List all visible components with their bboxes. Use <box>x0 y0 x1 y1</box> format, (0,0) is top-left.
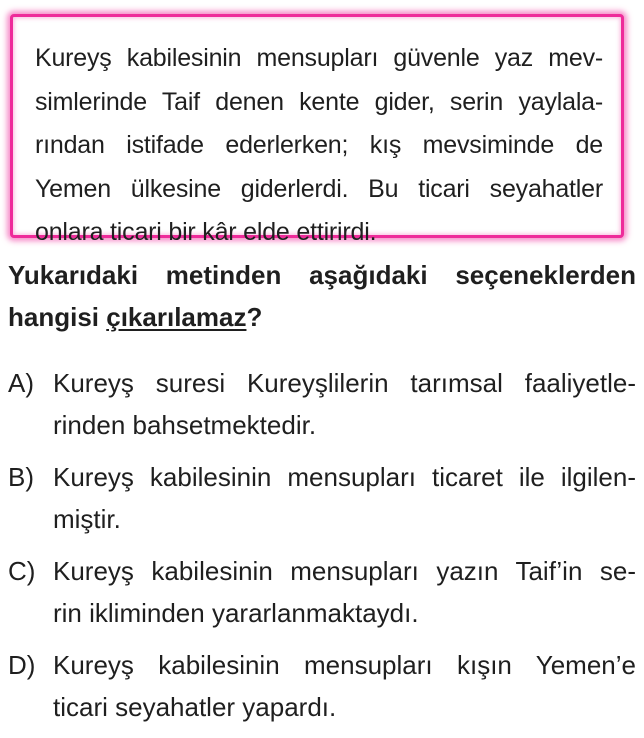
option-text: miştir. <box>53 504 121 534</box>
option-c[interactable] <box>8 550 636 634</box>
option-letter: D) <box>8 650 36 680</box>
option-letter: C) <box>8 556 36 586</box>
passage-line: onlara ticari bir kâr elde ettirirdi. <box>35 218 377 246</box>
option-text: Kureyş kabilesinin mensupları ticaret ile ilgilen- <box>53 462 636 492</box>
question-line <box>8 296 636 338</box>
option-a[interactable] <box>8 362 636 446</box>
option-letter: B) <box>8 462 34 492</box>
option-text: Kureyş suresi Kureyşlilerin tarımsal faaliyetle- <box>53 368 636 398</box>
question-line: Yukarıdaki metinden aşağıdaki seçeneklerden <box>8 260 636 290</box>
passage-line: Yemen ülkesine giderlerdi. Bu ticari seyahatler <box>35 174 603 203</box>
passage-box <box>10 14 624 246</box>
question-stem <box>8 254 636 338</box>
question-underlined-word: çıkarılamaz <box>106 302 247 332</box>
option-text: rin ikliminden yararlanmaktaydı. <box>53 598 419 628</box>
option-text: rinden bahsetmektedir. <box>53 410 317 440</box>
option-d[interactable] <box>8 644 636 728</box>
question-text: hangisi <box>8 302 107 332</box>
option-text: ticari seyahatler yapardı. <box>53 692 337 722</box>
passage-line: Kureyş kabilesinin mensupları güvenle yaz mev- <box>35 44 603 72</box>
option-b[interactable] <box>8 456 636 540</box>
option-text: Kureyş kabilesinin mensupları yazın Taif’in se- <box>53 556 636 586</box>
passage-line: rından istifade ederlerken; kış mevsiminde de <box>35 131 603 159</box>
question-mark: ? <box>246 302 263 332</box>
option-letter: A) <box>8 368 34 398</box>
option-text: Kureyş kabilesinin mensupları kışın Yemen’e <box>53 650 636 680</box>
passage-line: simlerinde Taif denen kente gider, serin yaylala- <box>35 87 603 116</box>
answer-options <box>8 362 636 738</box>
